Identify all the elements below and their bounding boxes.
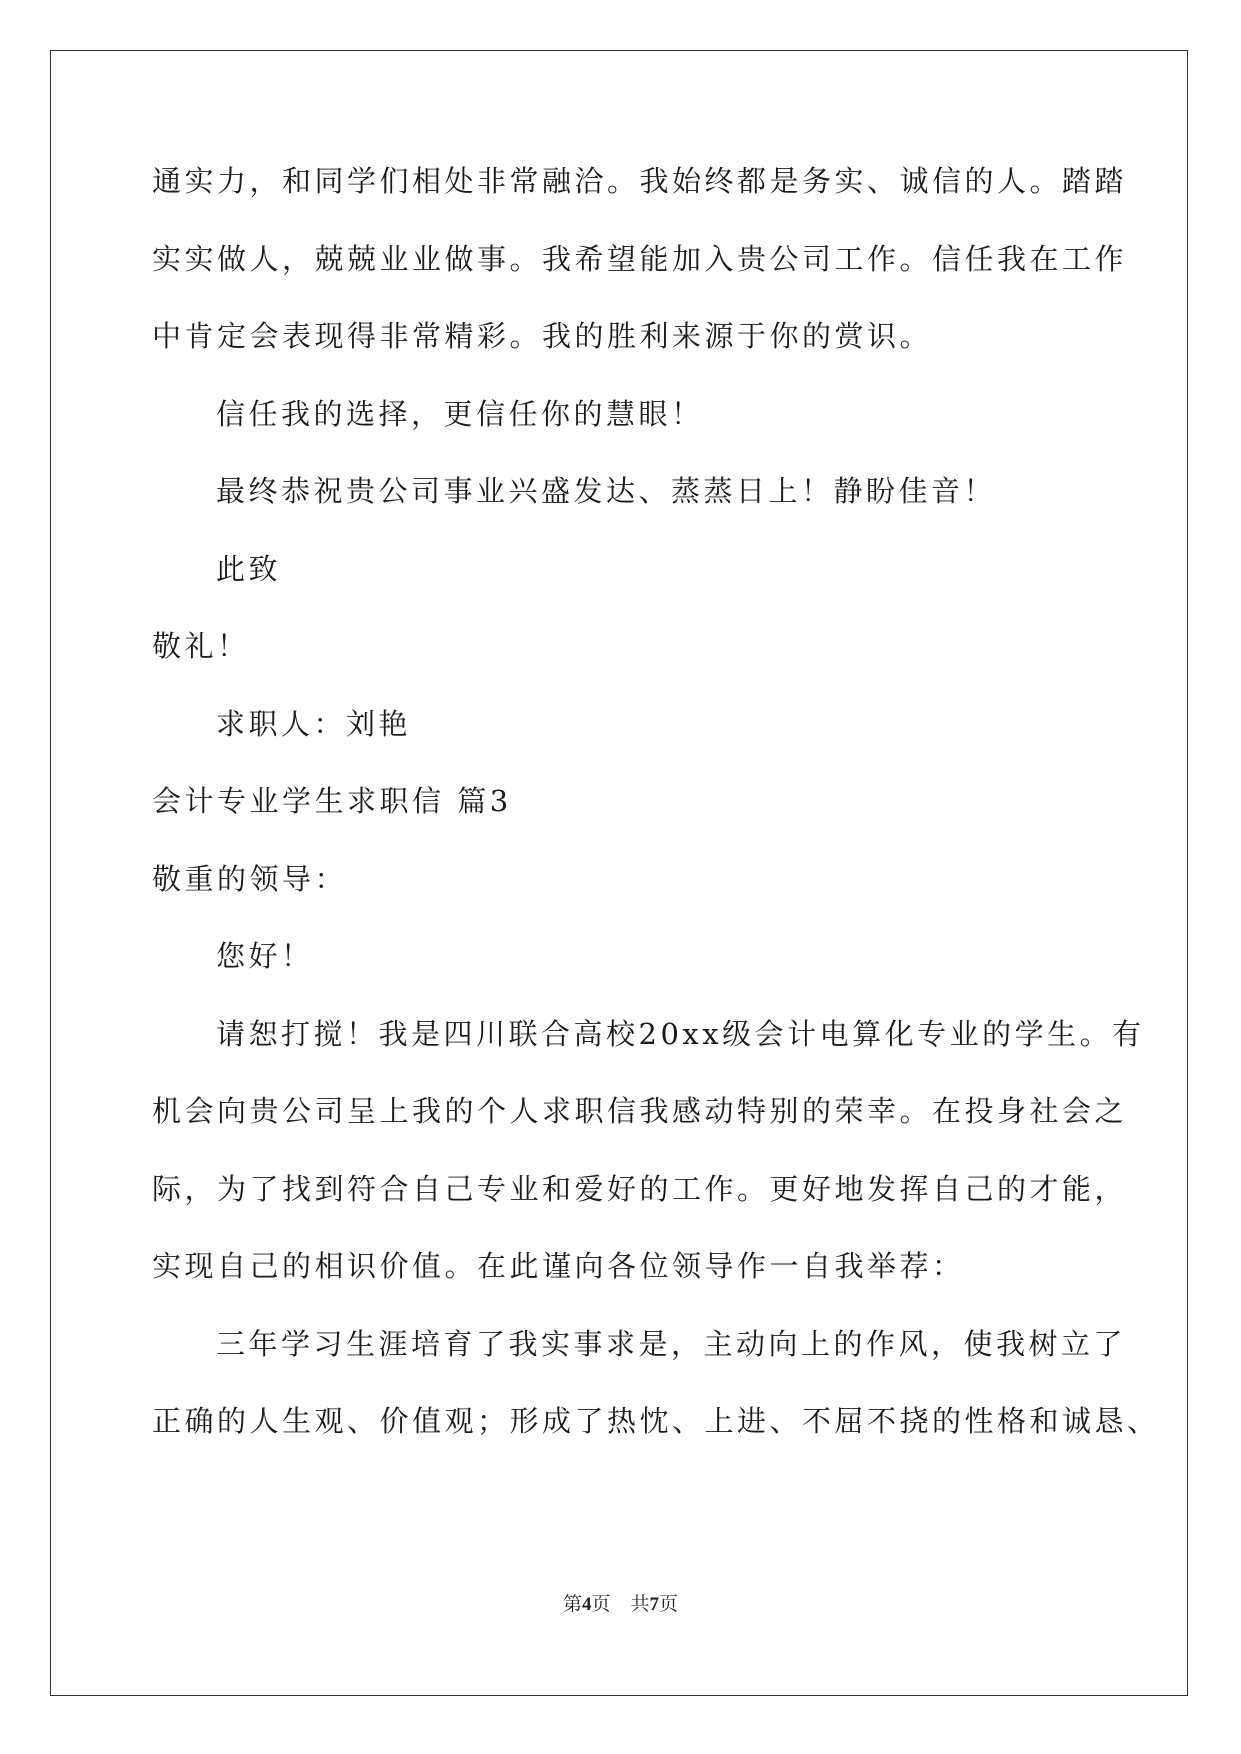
total-unit: 页: [659, 1594, 679, 1615]
paragraph-line: 请恕打搅！我是四川联合高校20xx级会计电算化专业的学生。有: [216, 1016, 1145, 1051]
paragraph-line: 实实做人，兢兢业业做事。我希望能加入贵公司工作。信任我在工作: [152, 241, 1128, 276]
page-unit: 页: [591, 1594, 611, 1615]
page-footer: [0, 1589, 1241, 1616]
paragraph-line: 信任我的选择，更信任你的慧眼！: [216, 396, 704, 431]
paragraph-line: 正确的人生观、价值观；形成了热忱、上进、不屈不挠的性格和诚恳、: [152, 1404, 1160, 1438]
paragraph-line: 实现自己的相识价值。在此谨向各位领导作一自我举荐：: [152, 1249, 965, 1283]
closing-regards: 敬礼！: [152, 629, 250, 663]
total-prefix: 共: [630, 1594, 650, 1615]
closing-salutation: 此致: [216, 551, 282, 586]
document-body: [152, 160, 1160, 1478]
paragraph-line: 中肯定会表现得非常精彩。我的胜利来源于你的赏识。: [152, 319, 933, 353]
page-number: 4: [581, 1594, 592, 1615]
greeting-line: 您好！: [216, 939, 314, 973]
paragraph-line: 机会向贵公司呈上我的个人求职信我感动特别的荣幸。在投身社会之: [152, 1094, 1128, 1128]
paragraph-line: 际，为了找到符合自己专业和爱好的工作。更好地发挥自己的才能，: [152, 1171, 1128, 1206]
paragraph-line: 最终恭祝贵公司事业兴盛发达、蒸蒸日上！静盼佳音！: [216, 474, 997, 508]
page-total: 7: [649, 1594, 660, 1615]
section-heading: 会计专业学生求职信 篇3: [152, 784, 512, 818]
letter-salutation: 敬重的领导：: [152, 861, 348, 896]
page-prefix: 第: [562, 1594, 582, 1615]
paragraph-line: 通实力，和同学们相处非常融洽。我始终都是务实、诚信的人。踏踏: [152, 164, 1128, 198]
paragraph-line: 三年学习生涯培育了我实事求是，主动向上的作风，使我树立了: [216, 1326, 1127, 1361]
signature-line: 求职人：刘艳: [216, 706, 412, 741]
